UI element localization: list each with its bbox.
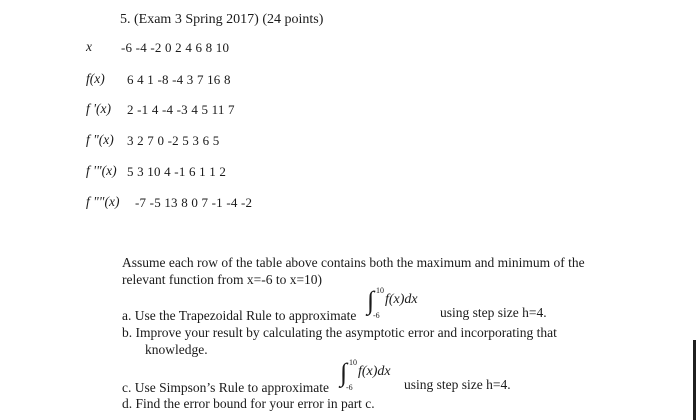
part-a-suffix: using step size h=4. (440, 305, 547, 320)
part-a-prefix: a. Use the Trapezoidal Rule to approximate (122, 308, 357, 323)
problem-title: 5. (Exam 3 Spring 2017) (24 points) (120, 12, 324, 27)
integral-upper: 10 (376, 286, 384, 295)
row-label: f(x) (86, 71, 105, 86)
row-values: 5 3 10 4 -1 6 1 1 2 (127, 164, 227, 179)
integral-a (367, 288, 437, 322)
integral-sign-icon: ∫ (340, 358, 348, 387)
integral-lower: -6 (373, 311, 380, 320)
integrand: f(x)dx (358, 364, 391, 379)
part-b-line1: b. Improve your result by calculating the asymptotic error and incorporating that (122, 325, 557, 340)
assumption-paragraph: Assume each row of the table above contains both the maximum and minimum of the relevant function from x=-6 to x=10) (122, 255, 585, 287)
row-values: 6 4 1 -8 -4 3 7 16 8 (127, 72, 231, 87)
part-b-line2: knowledge. (145, 342, 208, 357)
integral-c (340, 360, 410, 394)
integral-upper: 10 (349, 358, 357, 367)
row-label: f ""(x) (86, 194, 120, 209)
scrollbar[interactable] (693, 340, 696, 420)
row-values: 2 -1 4 -4 -3 4 5 11 7 (127, 102, 235, 117)
row-label: f "(x) (86, 132, 114, 147)
integrand: f(x)dx (385, 292, 418, 307)
integral-lower: -6 (346, 383, 353, 392)
row-label: f '"(x) (86, 163, 117, 178)
row-label: x (86, 39, 92, 54)
row-label: f '(x) (86, 101, 111, 116)
part-c-prefix: c. Use Simpson’s Rule to approximate (122, 380, 329, 395)
row-values: -7 -5 13 8 0 7 -1 -4 -2 (135, 195, 253, 210)
part-d: d. Find the error bound for your error in part c. (122, 396, 375, 411)
row-values: -6 -4 -2 0 2 4 6 8 10 (121, 40, 230, 55)
row-values: 3 2 7 0 -2 5 3 6 5 (127, 133, 220, 148)
part-c-suffix: using step size h=4. (404, 377, 511, 392)
integral-sign-icon: ∫ (367, 286, 375, 315)
